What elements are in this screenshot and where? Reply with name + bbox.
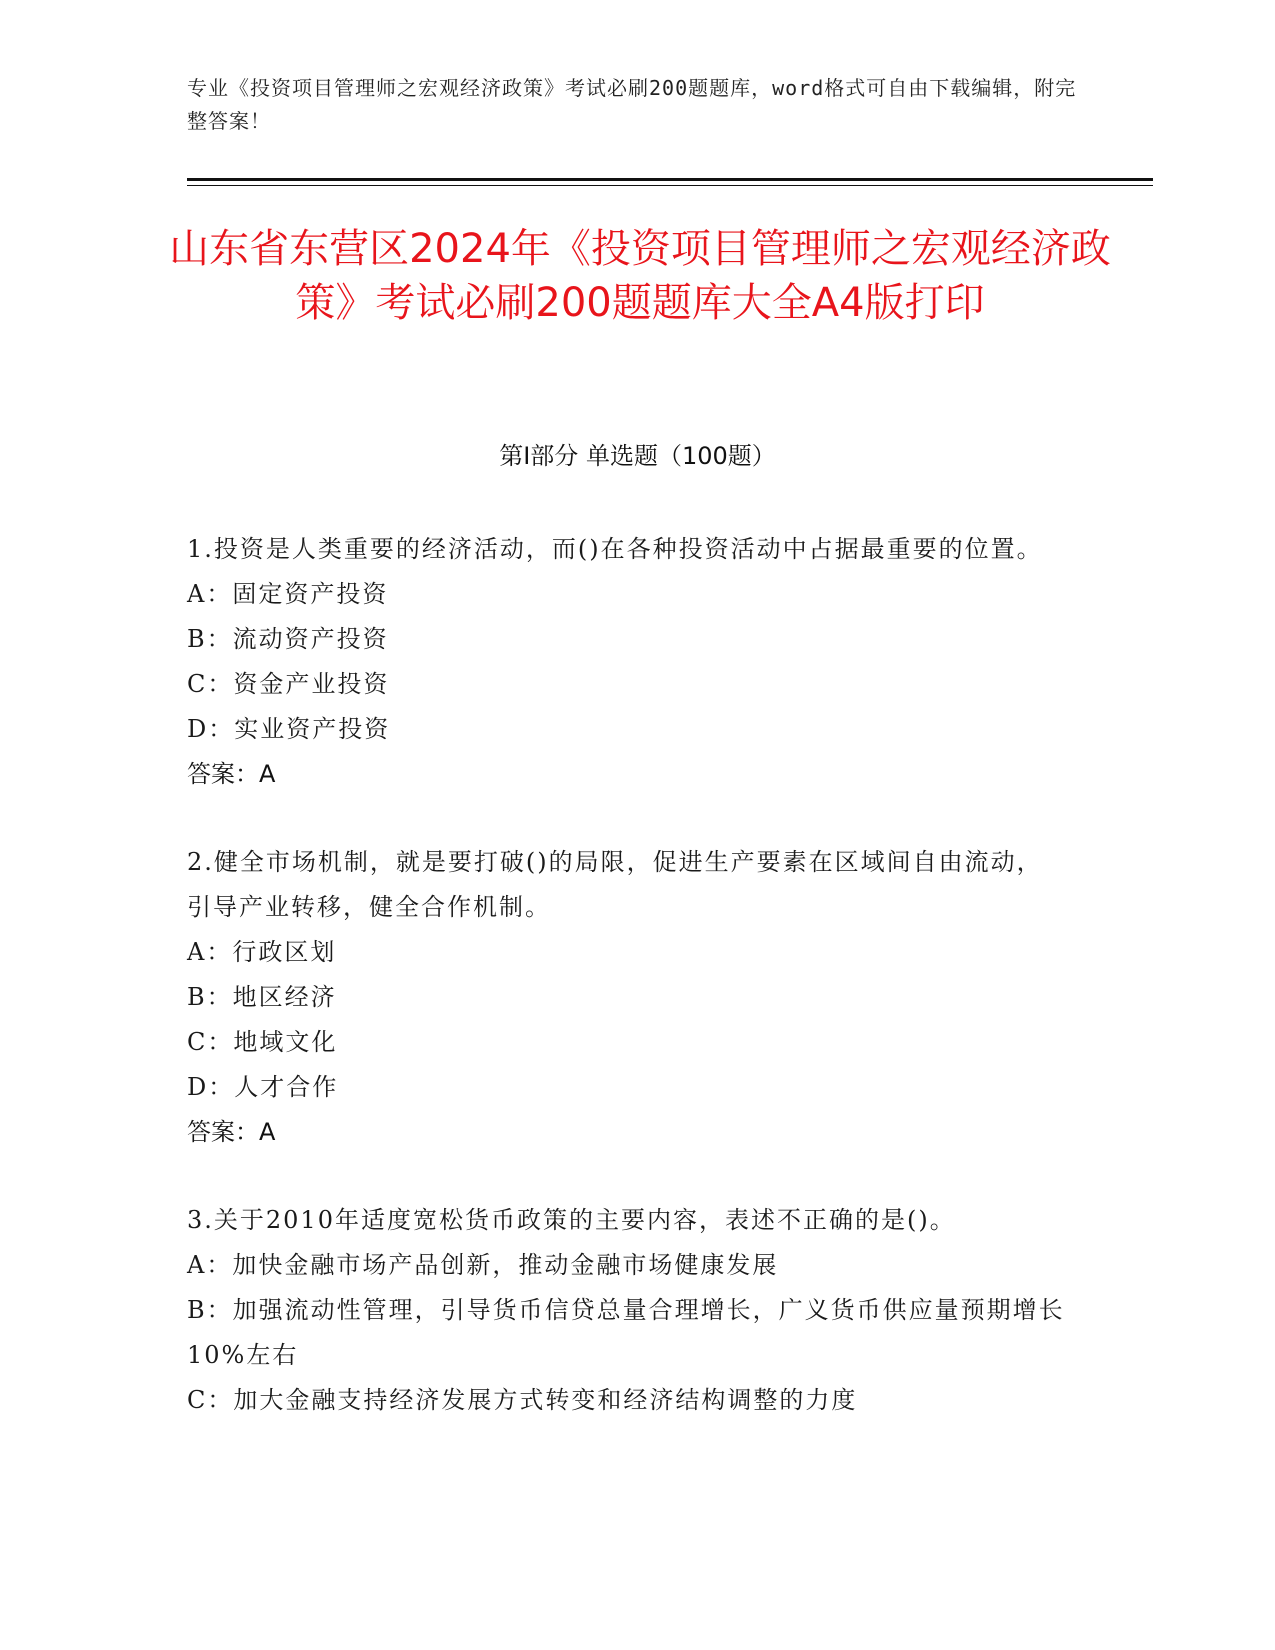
question-3: [187, 1198, 1067, 1423]
option-b: B：流动资产投资: [187, 625, 389, 653]
option-c: C：加大金融支持经济发展方式转变和经济结构调整的力度: [187, 1386, 858, 1414]
question-2: [187, 840, 1067, 1155]
option-a: A：行政区划: [187, 938, 337, 966]
document-title: 山东省东营区2024年《投资项目管理师之宏观经济政策》考试必刷200题题库大全A4版打印: [169, 226, 1111, 326]
option-c: C：资金产业投资: [187, 670, 390, 698]
header-divider-thin: [187, 185, 1153, 186]
header-divider-thick: [187, 178, 1153, 181]
question-stem: 1.投资是人类重要的经济活动，而()在各种投资活动中占据最重要的位置。: [187, 535, 1043, 563]
answer: 答案：A: [187, 760, 276, 788]
option-d: D：人才合作: [187, 1073, 339, 1101]
option-a: A：加快金融市场产品创新，推动金融市场健康发展: [187, 1251, 779, 1279]
section-heading: 第I部分 单选题（100题）: [499, 442, 776, 470]
question-stem: 3.关于2010年适度宽松货币政策的主要内容，表述不正确的是()。: [187, 1206, 956, 1234]
header-note: 专业《投资项目管理师之宏观经济政策》考试必刷200题题库，word格式可自由下载编辑，附完整答案！: [187, 76, 1077, 133]
answer: 答案：A: [187, 1118, 276, 1146]
option-c: C：地域文化: [187, 1028, 338, 1056]
question-1: [187, 527, 1067, 797]
option-d: D：实业资产投资: [187, 715, 391, 743]
option-a: A：固定资产投资: [187, 580, 389, 608]
option-b: B：地区经济: [187, 983, 337, 1011]
question-stem: 2.健全市场机制，就是要打破()的局限，促进生产要素在区域间自由流动，引导产业转移，健全合作机制。: [187, 848, 1043, 921]
question-list: [187, 527, 1067, 1466]
option-b: B：加强流动性管理，引导货币信贷总量合理增长，广义货币供应量预期增长10%左右: [187, 1296, 1065, 1369]
